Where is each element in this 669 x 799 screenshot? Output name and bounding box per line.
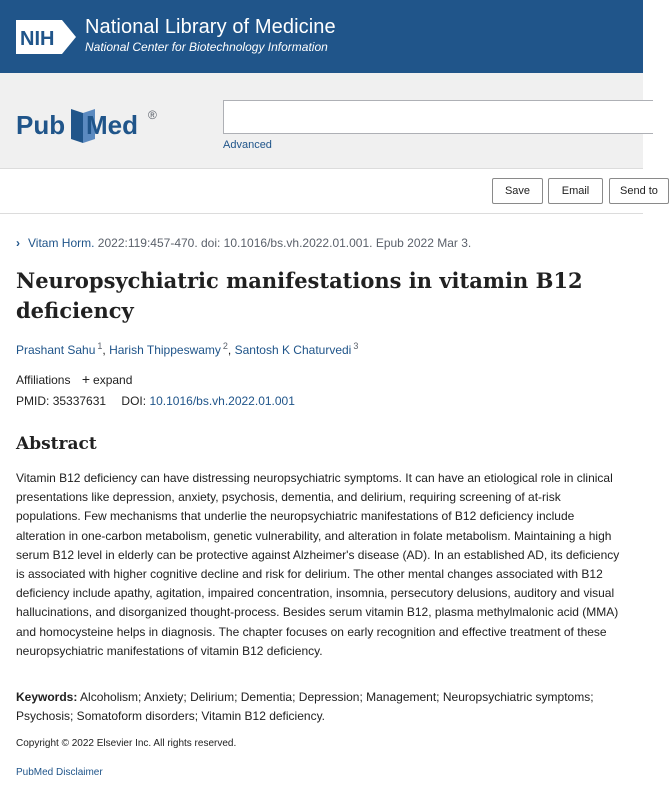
pmid-value: 35337631 xyxy=(52,394,107,408)
keywords xyxy=(16,688,622,726)
chevron-right-icon: › xyxy=(16,236,20,250)
affiliations-row xyxy=(16,371,132,387)
nih-title[interactable]: National Library of Medicine xyxy=(85,16,336,38)
doi-label: DOI: xyxy=(121,394,147,408)
action-bar xyxy=(0,170,658,214)
author-link[interactable]: Prashant Sahu xyxy=(16,343,96,357)
search-input[interactable] xyxy=(223,100,653,134)
pubmed-disclaimer-link[interactable]: PubMed Disclaimer xyxy=(16,767,103,778)
copyright-notice: Copyright © 2022 Elsevier Inc. All rights reserved. xyxy=(16,738,237,749)
affiliations-label: Affiliations xyxy=(16,373,71,387)
abstract-text: Vitamin B12 deficiency can have distressing neuropsychiatric symptoms. It can have an etiological role in clinical presentations like depression, anxiety, psychosis, dementia, and delirium, requiring screening of at-risk populations. Few mechanisms that underlie the neuropsychiatric manifestations of B12 deficiency include alteration in one-carbon metabolism, genetic vulnerability, and alteration in folate metabolism. Maintaining a high serum B12 level in elderly can be protective against Alzheimer's disease (AD). In an established AD, its deficiency is associated with higher cognitive decline and risk for delirium. The other mental changes associated with B12 deficiency include apathy, agitation, impaired concentration, insomnia, persecutory delusions, auditory and visual hallucinations, and disorganized thought-process. Besides serum vitamin B12, plasma methylmalonic acid (MMA) and homocysteine helps in diagnosis. The chapter focuses on early recognition and effective treatment of these neuropsychiatric manifestations of vitamin B12 deficiency. xyxy=(16,471,620,658)
email-button[interactable]: Email xyxy=(548,178,603,204)
journal-citation xyxy=(16,236,471,250)
article-identifiers xyxy=(16,394,295,408)
save-button[interactable]: Save xyxy=(492,178,543,204)
pubmed-logo-registered: ® xyxy=(148,108,157,122)
pubmed-logo-pub: Pub xyxy=(16,110,66,140)
nih-subtitle: National Center for Biotechnology Information xyxy=(85,40,328,54)
author-affiliation-number[interactable]: 1 xyxy=(97,341,103,351)
advanced-search-link[interactable]: Advanced xyxy=(223,139,272,151)
citation-details: 2022:119:457-470. doi: 10.1016/bs.vh.2022.01.001. Epub 2022 Mar 3. xyxy=(94,236,472,250)
expand-affiliations-button[interactable] xyxy=(82,373,133,387)
expand-label: expand xyxy=(93,373,133,387)
keywords-text: Alcoholism; Anxiety; Delirium; Dementia; Depression; Management; Neuropsychiatric symptoms; Psychosis; Somatoform disorders; Vitamin B12 deficiency. xyxy=(16,690,594,724)
doi-link[interactable]: 10.1016/bs.vh.2022.01.001 xyxy=(149,394,295,408)
author-list: Prashant Sahu $^1$, Harish Thippeswamy $^2$, Santosh K Chaturvedi $^3$ xyxy=(16,341,359,357)
author-affiliation-number[interactable]: 3 xyxy=(353,341,359,351)
plus-icon: + xyxy=(81,371,91,387)
article-title: Neuropsychiatric manifestations in vitamin B12 deficiency xyxy=(16,268,583,323)
pubmed-logo-icon[interactable] xyxy=(16,103,166,147)
author-link[interactable]: Santosh K Chaturvedi xyxy=(234,343,352,357)
pmid-label: PMID: xyxy=(16,394,50,408)
keywords-label: Keywords: xyxy=(16,690,78,704)
pubmed-logo-med: Med xyxy=(86,110,138,140)
author-affiliation-number[interactable]: 2 xyxy=(222,341,228,351)
nih-header xyxy=(0,0,643,73)
journal-link[interactable]: Vitam Horm. xyxy=(28,236,95,250)
nih-badge-text: NIH xyxy=(20,28,55,50)
send-to-button[interactable]: Send to xyxy=(609,178,669,204)
nih-logo-icon[interactable] xyxy=(16,20,76,54)
author-link[interactable]: Harish Thippeswamy xyxy=(109,343,221,357)
search-band xyxy=(0,73,643,169)
abstract-heading: Abstract xyxy=(16,434,97,454)
